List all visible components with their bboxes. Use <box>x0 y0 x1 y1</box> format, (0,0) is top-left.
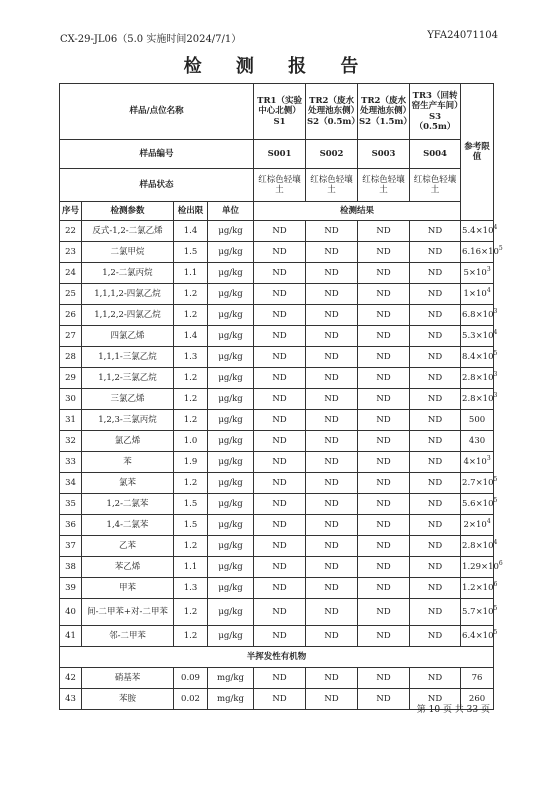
ref-limit-cell <box>461 515 494 536</box>
lod-cell: 1.2 <box>174 284 208 305</box>
lod-header: 检出限 <box>174 202 208 221</box>
unit-cell: μg/kg <box>208 347 254 368</box>
ref-limit-exponent: 5 <box>493 476 498 484</box>
result-cell: ND <box>254 668 306 689</box>
seq-cell: 37 <box>60 536 82 557</box>
result-cell: ND <box>410 347 461 368</box>
unit-cell: μg/kg <box>208 284 254 305</box>
result-cell: ND <box>254 284 306 305</box>
result-cell: ND <box>358 410 410 431</box>
unit-cell: μg/kg <box>208 221 254 242</box>
result-cell: ND <box>410 515 461 536</box>
param-cell: 甲苯 <box>82 578 174 599</box>
result-cell: ND <box>306 515 358 536</box>
ref-limit-exponent: 5 <box>493 629 498 637</box>
result-cell: ND <box>306 689 358 710</box>
result-cell: ND <box>358 347 410 368</box>
ref-limit-cell <box>461 557 503 578</box>
seq-cell: 39 <box>60 578 82 599</box>
unit-cell: μg/kg <box>208 557 254 578</box>
unit-cell: μg/kg <box>208 389 254 410</box>
result-cell: ND <box>410 263 461 284</box>
result-cell: ND <box>358 473 410 494</box>
seq-cell: 31 <box>60 410 82 431</box>
lod-cell: 1.2 <box>174 473 208 494</box>
result-cell: ND <box>358 626 410 647</box>
ref-limit-cell <box>461 221 498 242</box>
result-cell: ND <box>410 626 461 647</box>
ref-limit-value: 5.3×10 <box>462 330 494 341</box>
ref-limit-exponent: 5 <box>498 245 503 253</box>
unit-cell: μg/kg <box>208 578 254 599</box>
result-cell: ND <box>254 242 306 263</box>
result-cell: ND <box>410 368 461 389</box>
param-cell: 四氯乙烯 <box>82 326 174 347</box>
seq-cell: 22 <box>60 221 82 242</box>
ref-limit-exponent: 4 <box>493 539 498 547</box>
ref-limit-cell <box>461 368 498 389</box>
result-cell: ND <box>358 431 410 452</box>
lod-cell: 1.2 <box>174 389 208 410</box>
lod-cell: 1.4 <box>174 326 208 347</box>
result-cell: ND <box>358 668 410 689</box>
unit-cell: μg/kg <box>208 242 254 263</box>
ref-limit-value: 8.4×10 <box>462 351 494 362</box>
ref-limit-cell <box>461 626 498 647</box>
result-cell: ND <box>410 557 461 578</box>
param-cell: 1,2-二氯苯 <box>82 494 174 515</box>
sample-site-label: 样品/点位名称 <box>60 84 254 140</box>
result-cell: ND <box>358 284 410 305</box>
result-cell: ND <box>306 494 358 515</box>
result-cell: ND <box>358 221 410 242</box>
lod-cell: 0.09 <box>174 668 208 689</box>
ref-limit-cell <box>461 599 498 626</box>
results-table <box>59 83 503 710</box>
param-cell: 1,1,1-三氯乙烷 <box>82 347 174 368</box>
result-cell: ND <box>254 494 306 515</box>
param-cell: 1,1,2-三氯乙烷 <box>82 368 174 389</box>
result-cell: ND <box>410 599 461 626</box>
sample-state: 红棕色轻壤土 <box>254 169 306 202</box>
param-cell: 氯乙烯 <box>82 431 174 452</box>
lod-cell: 1.5 <box>174 242 208 263</box>
ref-limit-value: 1×10 <box>463 288 487 299</box>
ref-limit-cell <box>461 494 498 515</box>
result-cell: ND <box>410 473 461 494</box>
result-cell: ND <box>306 389 358 410</box>
result-cell: ND <box>254 347 306 368</box>
result-cell: ND <box>358 557 410 578</box>
ref-limit-cell <box>461 473 498 494</box>
seq-cell: 35 <box>60 494 82 515</box>
unit-cell: μg/kg <box>208 368 254 389</box>
lod-cell: 1.2 <box>174 368 208 389</box>
ref-limit-value: 2.7×10 <box>462 477 494 488</box>
ref-limit-exponent: 3 <box>493 392 498 400</box>
param-header: 检测参数 <box>82 202 174 221</box>
param-cell: 苯胺 <box>82 689 174 710</box>
unit-cell: μg/kg <box>208 305 254 326</box>
ref-limit-value: 5.4×10 <box>462 225 494 236</box>
ref-limit-cell <box>461 326 498 347</box>
param-cell: 三氯乙烯 <box>82 389 174 410</box>
ref-limit-value: 260 <box>468 693 486 704</box>
result-cell: ND <box>306 578 358 599</box>
unit-cell: μg/kg <box>208 263 254 284</box>
result-cell: ND <box>358 536 410 557</box>
unit-cell: mg/kg <box>208 689 254 710</box>
result-cell: ND <box>410 305 461 326</box>
unit-cell: μg/kg <box>208 473 254 494</box>
result-cell: ND <box>410 410 461 431</box>
ref-limit-cell <box>461 536 498 557</box>
unit-cell: μg/kg <box>208 452 254 473</box>
lod-cell: 1.5 <box>174 494 208 515</box>
result-cell: ND <box>410 242 461 263</box>
result-cell: ND <box>358 326 410 347</box>
result-cell: ND <box>410 668 461 689</box>
result-cell: ND <box>410 389 461 410</box>
unit-cell: μg/kg <box>208 536 254 557</box>
param-cell: 间-二甲苯+对-二甲苯 <box>82 599 174 626</box>
lod-cell: 1.9 <box>174 452 208 473</box>
result-cell: ND <box>306 410 358 431</box>
param-cell: 1,1,2,2-四氯乙烷 <box>82 305 174 326</box>
seq-cell: 41 <box>60 626 82 647</box>
result-cell: ND <box>358 599 410 626</box>
ref-limit-value: 5×10 <box>463 267 487 278</box>
param-cell: 乙苯 <box>82 536 174 557</box>
ref-limit-exponent: 6 <box>498 560 503 568</box>
lod-cell: 1.1 <box>174 263 208 284</box>
ref-limit-exponent: 6 <box>493 581 498 589</box>
result-cell: ND <box>254 410 306 431</box>
seq-cell: 43 <box>60 689 82 710</box>
unit-cell: μg/kg <box>208 431 254 452</box>
ref-limit-exponent: 3 <box>486 266 491 274</box>
result-cell: ND <box>306 536 358 557</box>
ref-limit-cell <box>461 389 498 410</box>
seq-cell: 38 <box>60 557 82 578</box>
param-cell: 苯乙烯 <box>82 557 174 578</box>
ref-limit-exponent: 3 <box>493 308 498 316</box>
result-cell: ND <box>358 389 410 410</box>
ref-limit-exponent: 3 <box>493 371 498 379</box>
result-header: 检测结果 <box>254 202 461 221</box>
param-cell: 苯 <box>82 452 174 473</box>
ref-limit-exponent: 4 <box>486 287 491 295</box>
sample-no: S002 <box>306 140 358 169</box>
result-cell: ND <box>254 689 306 710</box>
lod-cell: 1.2 <box>174 305 208 326</box>
seq-cell: 27 <box>60 326 82 347</box>
seq-cell: 42 <box>60 668 82 689</box>
ref-limit-cell <box>461 578 498 599</box>
seq-cell: 36 <box>60 515 82 536</box>
ref-limit-cell <box>461 410 494 431</box>
result-cell: ND <box>410 326 461 347</box>
result-cell: ND <box>358 578 410 599</box>
unit-cell: μg/kg <box>208 515 254 536</box>
param-cell: 反式-1,2-二氯乙烯 <box>82 221 174 242</box>
site-name: TR3（回转窑生产车间）S3（0.5m） <box>410 84 461 140</box>
ref-limit-value: 430 <box>468 435 486 446</box>
ref-limit-exponent: 4 <box>493 224 498 232</box>
result-cell: ND <box>410 494 461 515</box>
seq-cell: 29 <box>60 368 82 389</box>
lod-cell: 1.3 <box>174 347 208 368</box>
ref-limit-value: 6.4×10 <box>462 630 494 641</box>
result-cell: ND <box>410 536 461 557</box>
ref-limit-value: 6.8×10 <box>462 309 494 320</box>
sample-state: 红棕色轻壤土 <box>306 169 358 202</box>
result-cell: ND <box>254 536 306 557</box>
result-cell: ND <box>254 305 306 326</box>
document-code: CX-29-JL06（5.0 实施时间2024/7/1） <box>60 34 242 45</box>
result-cell: ND <box>306 305 358 326</box>
lod-cell: 1.3 <box>174 578 208 599</box>
result-cell: ND <box>254 221 306 242</box>
result-cell: ND <box>254 515 306 536</box>
result-cell: ND <box>254 431 306 452</box>
ref-limit-value: 5.7×10 <box>462 606 494 617</box>
result-cell: ND <box>358 515 410 536</box>
result-cell: ND <box>410 689 461 710</box>
seq-cell: 32 <box>60 431 82 452</box>
ref-limit-exponent: 5 <box>493 497 498 505</box>
result-cell: ND <box>410 452 461 473</box>
site-name: TR2（废水处理池东侧）S2（0.5m） <box>306 84 358 140</box>
result-cell: ND <box>306 326 358 347</box>
seq-cell: 40 <box>60 599 82 626</box>
result-cell: ND <box>410 431 461 452</box>
param-cell: 1,2-二氯丙烷 <box>82 263 174 284</box>
ref-limit-cell <box>461 263 494 284</box>
result-cell: ND <box>358 305 410 326</box>
site-name: TR1（实验中心北侧）S1 <box>254 84 306 140</box>
ref-limit-cell <box>461 242 503 263</box>
sample-state-label: 样品状态 <box>60 169 254 202</box>
result-cell: ND <box>358 494 410 515</box>
param-cell: 1,2,3-三氯丙烷 <box>82 410 174 431</box>
param-cell: 硝基苯 <box>82 668 174 689</box>
ref-limit-value: 2×10 <box>463 519 487 530</box>
param-cell: 氯苯 <box>82 473 174 494</box>
ref-limit-cell <box>461 452 494 473</box>
page-title: 检 测 报 告 <box>183 56 373 77</box>
result-cell: ND <box>358 242 410 263</box>
ref-limit-value: 2.8×10 <box>462 372 494 383</box>
unit-cell: μg/kg <box>208 626 254 647</box>
result-cell: ND <box>306 263 358 284</box>
section-header: 半挥发性有机物 <box>60 647 494 668</box>
result-cell: ND <box>254 473 306 494</box>
result-cell: ND <box>254 452 306 473</box>
result-cell: ND <box>358 452 410 473</box>
ref-limit-exponent: 3 <box>486 455 491 463</box>
ref-limit-cell <box>461 347 498 368</box>
seq-cell: 26 <box>60 305 82 326</box>
result-cell: ND <box>254 578 306 599</box>
lod-cell: 1.5 <box>174 515 208 536</box>
seq-cell: 30 <box>60 389 82 410</box>
result-cell: ND <box>254 326 306 347</box>
result-cell: ND <box>306 626 358 647</box>
ref-limit-value: 76 <box>471 672 483 683</box>
ref-limit-cell <box>461 431 494 452</box>
page-number: 第 10 页 共 33 页 <box>416 705 490 715</box>
result-cell: ND <box>306 368 358 389</box>
result-cell: ND <box>254 263 306 284</box>
result-cell: ND <box>254 557 306 578</box>
seq-cell: 33 <box>60 452 82 473</box>
seq-cell: 28 <box>60 347 82 368</box>
sample-no: S003 <box>358 140 410 169</box>
ref-limit-value: 2.8×10 <box>462 540 494 551</box>
lod-cell: 1.4 <box>174 221 208 242</box>
sample-state: 红棕色轻壤土 <box>410 169 461 202</box>
result-cell: ND <box>306 599 358 626</box>
param-cell: 1,4-二氯苯 <box>82 515 174 536</box>
seq-cell: 24 <box>60 263 82 284</box>
result-cell: ND <box>306 557 358 578</box>
param-cell: 二氯甲烷 <box>82 242 174 263</box>
ref-limit-cell <box>461 668 494 689</box>
ref-limit-header: 参考限值 <box>461 84 494 221</box>
lod-cell: 0.02 <box>174 689 208 710</box>
ref-limit-exponent: 4 <box>493 329 498 337</box>
result-cell: ND <box>306 347 358 368</box>
seq-cell: 34 <box>60 473 82 494</box>
unit-cell: μg/kg <box>208 326 254 347</box>
unit-cell: mg/kg <box>208 668 254 689</box>
result-cell: ND <box>306 221 358 242</box>
result-cell: ND <box>306 452 358 473</box>
result-cell: ND <box>358 689 410 710</box>
lod-cell: 1.1 <box>174 557 208 578</box>
result-cell: ND <box>358 368 410 389</box>
sample-no-label: 样品编号 <box>60 140 254 169</box>
result-cell: ND <box>358 263 410 284</box>
seq-cell: 23 <box>60 242 82 263</box>
lod-cell: 1.0 <box>174 431 208 452</box>
lod-cell: 1.2 <box>174 410 208 431</box>
report-number: YFA24071104 <box>427 30 498 41</box>
ref-limit-cell <box>461 305 498 326</box>
result-cell: ND <box>306 473 358 494</box>
result-cell: ND <box>254 368 306 389</box>
result-cell: ND <box>410 578 461 599</box>
ref-limit-value: 1.29×10 <box>462 561 499 572</box>
result-cell: ND <box>254 389 306 410</box>
site-name: TR2（废水处理池东侧）S2（1.5m） <box>358 84 410 140</box>
ref-limit-exponent: 5 <box>493 350 498 358</box>
param-cell: 1,1,1,2-四氯乙烷 <box>82 284 174 305</box>
param-cell: 邻-二甲苯 <box>82 626 174 647</box>
unit-header: 单位 <box>208 202 254 221</box>
result-cell: ND <box>306 668 358 689</box>
lod-cell: 1.2 <box>174 536 208 557</box>
lod-cell: 1.2 <box>174 599 208 626</box>
result-cell: ND <box>254 599 306 626</box>
seq-header: 序号 <box>60 202 82 221</box>
ref-limit-value: 5.6×10 <box>462 498 494 509</box>
seq-cell: 25 <box>60 284 82 305</box>
result-cell: ND <box>306 284 358 305</box>
sample-no: S004 <box>410 140 461 169</box>
unit-cell: μg/kg <box>208 494 254 515</box>
ref-limit-value: 1.2×10 <box>462 582 494 593</box>
unit-cell: μg/kg <box>208 410 254 431</box>
result-cell: ND <box>306 431 358 452</box>
ref-limit-exponent: 4 <box>486 518 491 526</box>
unit-cell: μg/kg <box>208 599 254 626</box>
result-cell: ND <box>410 221 461 242</box>
ref-limit-value: 500 <box>468 414 486 425</box>
ref-limit-value: 6.16×10 <box>462 246 499 257</box>
ref-limit-value: 4×10 <box>463 456 487 467</box>
lod-cell: 1.2 <box>174 626 208 647</box>
result-cell: ND <box>254 626 306 647</box>
ref-limit-value: 2.8×10 <box>462 393 494 404</box>
sample-no: S001 <box>254 140 306 169</box>
ref-limit-cell <box>461 284 494 305</box>
result-cell: ND <box>410 284 461 305</box>
result-cell: ND <box>306 242 358 263</box>
ref-limit-exponent: 5 <box>493 605 498 613</box>
sample-state: 红棕色轻壤土 <box>358 169 410 202</box>
